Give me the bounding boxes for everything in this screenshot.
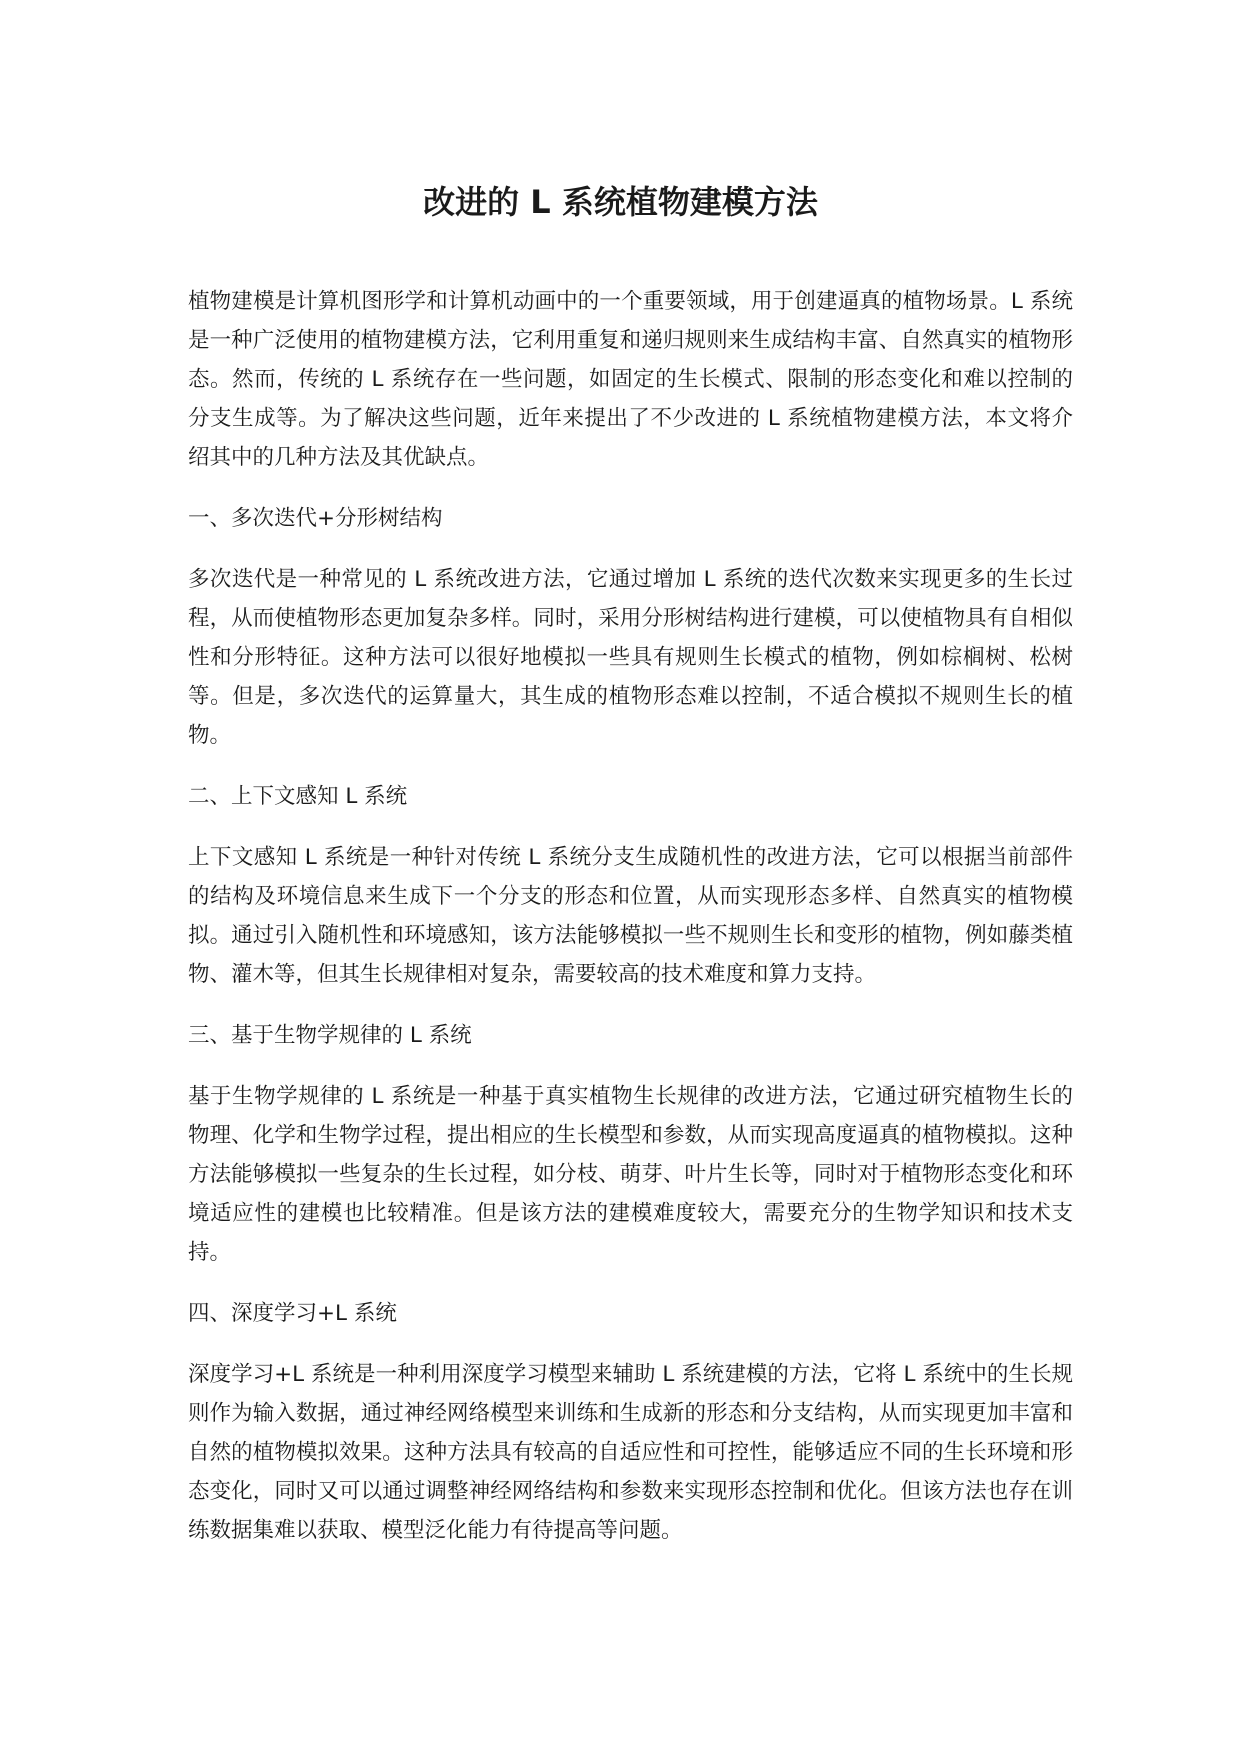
section-heading-2: 二、上下文感知 L 系统 [188,784,408,809]
section-paragraph-2: 上下文感知 L 系统是一种针对传统 L 系统分支生成随机性的改进方法，它可以根据当前部件的结构及环境信息来生成下一个分支的形态和位置，从而实现形态多样、自然真实的植物模拟。通过引入随机性和环境感知，该方法能够模拟一些不规则生长和变形的植物，例如藤类植物、灌木等，但其生长规律相对复杂，需要较高的技术难度和算力支持。 [188,845,1073,987]
document-body [188,282,1073,1572]
document-title: 改进的 L 系统植物建模方法 [423,183,818,221]
intro-paragraph: 植物建模是计算机图形学和计算机动画中的一个重要领域，用于创建逼真的植物场景。L 系统是一种广泛使用的植物建模方法，它利用重复和递归规则来生成结构丰富、自然真实的植物形态。然而，传统的 L 系统存在一些问题，如固定的生长模式、限制的形态变化和难以控制的分支生成等。为了解决这些问题，近年来提出了不少改进的 L 系统植物建模方法，本文将介绍其中的几种方法及其优缺点。 [188,289,1073,470]
section-heading-4: 四、深度学习+L 系统 [188,1301,397,1326]
section-heading-3: 三、基于生物学规律的 L 系统 [188,1023,472,1048]
section-paragraph-3: 基于生物学规律的 L 系统是一种基于真实植物生长规律的改进方法，它通过研究植物生长的物理、化学和生物学过程，提出相应的生长模型和参数，从而实现高度逼真的植物模拟。这种方法能够模拟一些复杂的生长过程，如分枝、萌芽、叶片生长等，同时对于植物形态变化和环境适应性的建模也比较精准。但是该方法的建模难度较大，需要充分的生物学知识和技术支持。 [188,1084,1073,1265]
section-paragraph-1: 多次迭代是一种常见的 L 系统改进方法，它通过增加 L 系统的迭代次数来实现更多的生长过程，从而使植物形态更加复杂多样。同时，采用分形树结构进行建模，可以使植物具有自相似性和分形特征。这种方法可以很好地模拟一些具有规则生长模式的植物，例如棕榈树、松树等。但是，多次迭代的运算量大，其生成的植物形态难以控制，不适合模拟不规则生长的植物。 [188,567,1073,748]
section-heading-1: 一、多次迭代+分形树结构 [188,506,443,531]
section-paragraph-4: 深度学习+L 系统是一种利用深度学习模型来辅助 L 系统建模的方法，它将 L 系统中的生长规则作为输入数据，通过神经网络模型来训练和生成新的形态和分支结构，从而实现更加丰富和自然的植物模拟效果。这种方法具有较高的自适应性和可控性，能够适应不同的生长环境和形态变化，同时又可以通过调整神经网络结构和参数来实现形态控制和优化。但该方法也存在训练数据集难以获取、模型泛化能力有待提高等问题。 [188,1362,1073,1543]
